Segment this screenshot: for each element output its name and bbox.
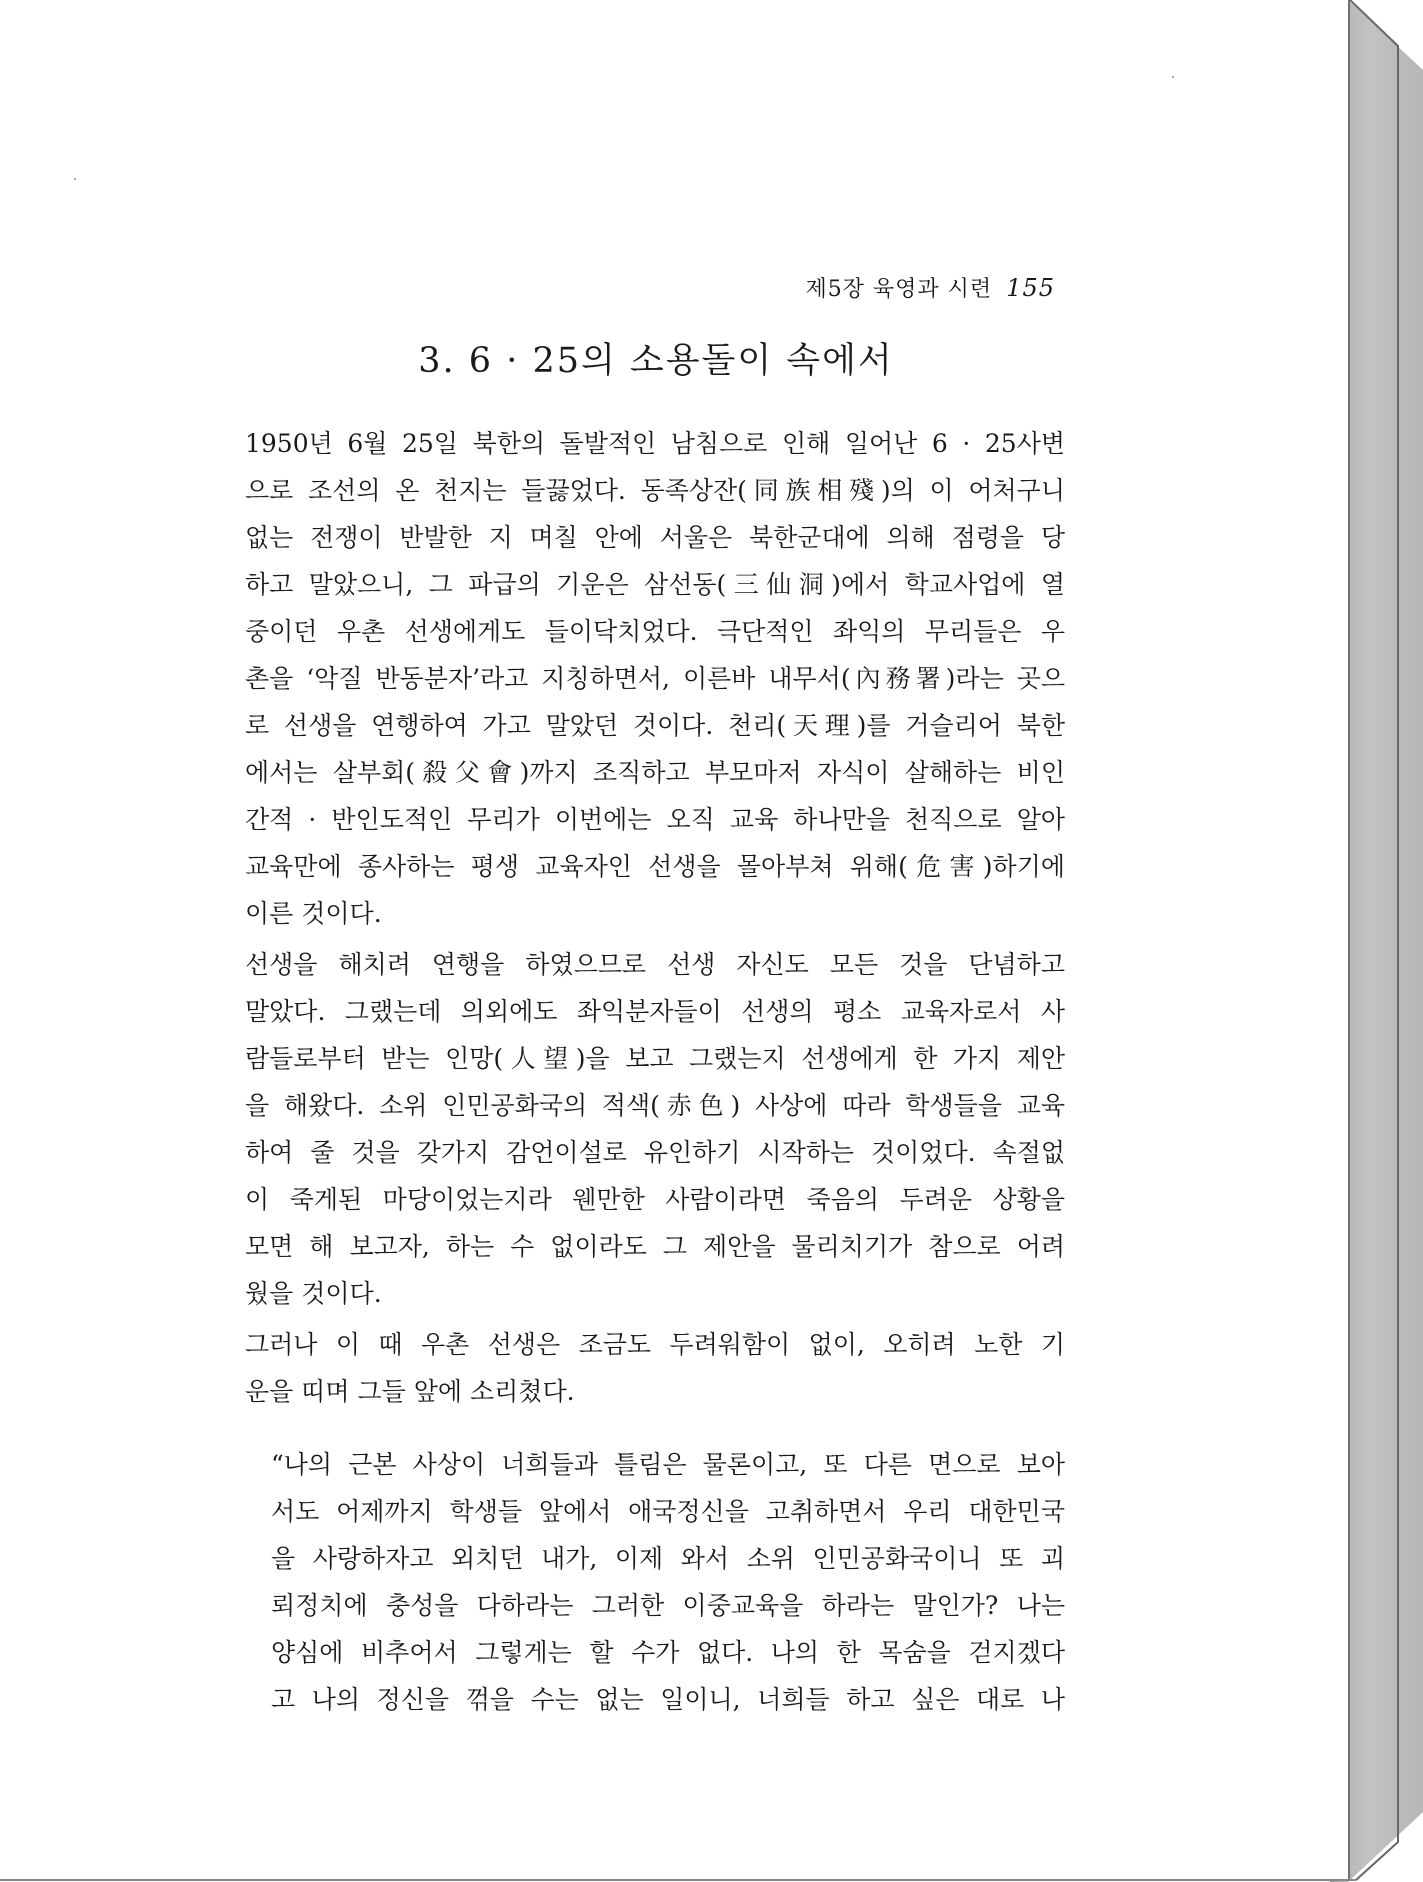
quote-line: 서도 어제까지 학생들 앞에서 애국정신을 고취하면서 우리 대한민국 [271,1497,1065,1526]
text-line: 람들로부터 받는 인망(人望)을 보고 그랬는지 선생에게 한 가지 제안 [245,1044,1065,1073]
text-line: 로 선생을 연행하여 가고 말았던 것이다. 천리(天理)를 거슬리어 북한 [245,711,1065,740]
text-line: 1950년 6월 25일 북한의 돌발적인 남침으로 인해 일어난 6 · 25사변 [245,429,1065,458]
quote-line: 양심에 비추어서 그렇게는 할 수가 없다. 나의 한 목숨을 걷지겠다 [271,1638,1065,1667]
body-text [245,420,1065,1723]
text-line: 이 죽게된 마당이었는지라 웬만한 사람이라면 죽음의 두려운 상황을 [245,1185,1065,1214]
running-head-chapter: 제5장 육영과 시련 [805,277,993,302]
text-line: 하여 줄 것을 갖가지 감언이설로 유인하기 시작하는 것이었다. 속절없 [245,1138,1065,1167]
text-line: 하고 말았으니, 그 파급의 기운은 삼선동(三仙洞)에서 학교사업에 열 [245,570,1065,599]
quote-line: 고 나의 정신을 꺾을 수는 없는 일이니, 너희들 하고 싶은 대로 나 [271,1685,1065,1714]
paragraph [245,420,1065,937]
text-line: 선생을 해치려 연행을 하였으므로 선생 자신도 모든 것을 단념하고 [245,950,1065,979]
text-line: 이른 것이다. [245,899,382,928]
quote-line: 을 사랑하자고 외치던 내가, 이제 와서 소위 인민공화국이니 또 괴 [271,1544,1065,1573]
section-title: 3. 6 · 25의 소용돌이 속에서 [418,341,894,381]
block-quote [245,1441,1065,1723]
quote-line: 뢰정치에 충성을 다하라는 그러한 이중교육을 하라는 말인가? 나는 [271,1591,1065,1620]
text-line: 말았다. 그랬는데 의외에도 좌익분자들이 선생의 평소 교육자로서 사 [245,997,1065,1026]
page-number: 155 [1006,274,1055,302]
running-head [805,272,1055,303]
text-line: 웠을 것이다. [245,1279,382,1308]
text-line: 교육만에 종사하는 평생 교육자인 선생을 몰아부쳐 위해(危害)하기에 [245,852,1065,881]
text-line: 운을 띠며 그들 앞에 소리쳤다. [245,1377,575,1406]
text-line: 에서는 살부회(殺父會)까지 조직하고 부모마저 자식이 살해하는 비인 [245,758,1065,787]
text-line: 모면 해 보고자, 하는 수 없이라도 그 제안을 물리치기가 참으로 어려 [245,1232,1065,1261]
quote-line: “나의 근본 사상이 너희들과 틀림은 물론이고, 또 다른 면으로 보아 [271,1450,1065,1479]
paragraph [245,941,1065,1317]
text-line: 촌을 ‘악질 반동분자’라고 지칭하면서, 이른바 내무서(內務署)라는 곳으 [245,664,1065,693]
text-line: 간적 · 반인도적인 무리가 이번에는 오직 교육 하나만을 천직으로 알아 [245,805,1065,834]
text-line: 을 해왔다. 소위 인민공화국의 적색(赤色) 사상에 따라 학생들을 교육 [245,1091,1065,1120]
text-line: 으로 조선의 온 천지는 들끓었다. 동족상잔(同族相殘)의 이 어처구니 [245,476,1065,505]
text-line: 중이던 우촌 선생에게도 들이닥치었다. 극단적인 좌익의 무리들은 우 [245,617,1065,646]
paragraph [245,1321,1065,1415]
text-line: 그러나 이 때 우촌 선생은 조금도 두려워함이 없이, 오히려 노한 기 [245,1330,1065,1359]
text-line: 없는 전쟁이 반발한 지 며칠 안에 서울은 북한군대에 의해 점령을 당 [245,523,1065,552]
